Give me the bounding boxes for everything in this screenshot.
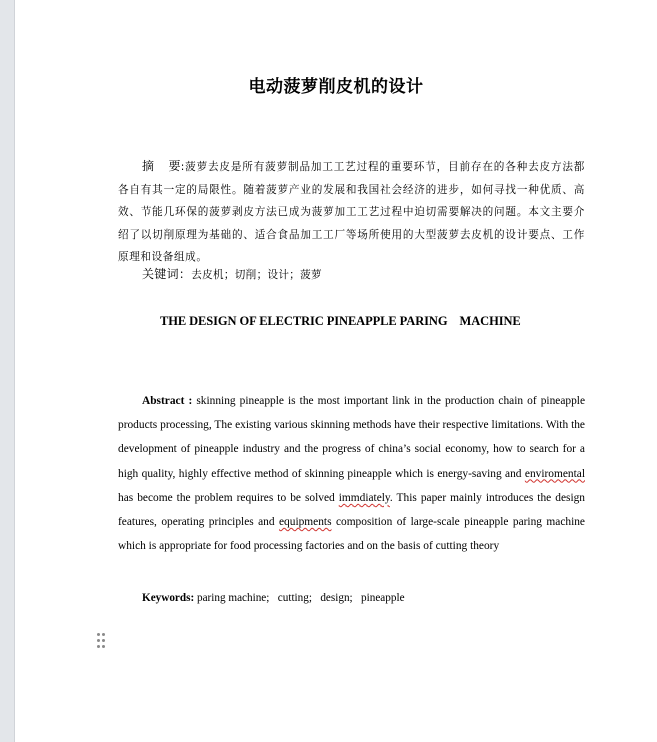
spellcheck-flagged-word[interactable]: enviromental (524, 467, 585, 480)
chinese-abstract-label (142, 159, 181, 173)
english-abstract-text-2: has become the problem requires to be solved (118, 491, 339, 504)
document-title-english: THE DESIGN OF ELECTRIC PINEAPPLE PARING MACHINE (160, 314, 521, 328)
english-abstract-text-3: . This paper mainly introduces the design features, operating principles and (118, 491, 585, 529)
spellcheck-flagged-word[interactable]: immdiately (338, 491, 390, 504)
english-keywords (142, 592, 405, 604)
chinese-keywords-label: 关键词： (142, 267, 192, 281)
chinese-keywords (142, 264, 322, 285)
document-title-chinese: 电动菠萝削皮机的设计 (248, 77, 424, 97)
abstract-separator: : (180, 161, 185, 173)
english-abstract-label: Abstract : (142, 395, 193, 407)
left-gutter (0, 0, 15, 742)
english-keywords-text: paring machine; cutting; design; pineapple (194, 592, 405, 604)
spellcheck-flagged-word[interactable]: equipments (279, 516, 332, 529)
english-abstract (118, 389, 585, 558)
abstract-label-char-1: 摘 (142, 159, 155, 173)
english-abstract-text-1: skinning pineapple is the most important link in the production chain of pineapple products processing, The existing various skinning methods have their respective limitations. With the development of pineapple industry and the progress of china’s social economy, how to search for a high quality, highly effective method of skinning pineapple which is energy-saving and (118, 395, 585, 480)
chinese-abstract (118, 155, 585, 269)
document-page[interactable] (15, 0, 657, 742)
abstract-label-char-2: 要 (168, 159, 181, 173)
chinese-keywords-text: 去皮机；切削；设计；菠萝 (191, 269, 322, 281)
drag-handle-icon[interactable] (97, 633, 107, 649)
chinese-abstract-text: 菠萝去皮是所有菠萝制品加工工艺过程的重要环节，目前存在的各种去皮方法都各自有其一定的局限性。随着菠萝产业的发展和我国社会经济的进步，如何寻找一种优质、高效、节能几环保的菠萝剥皮方法已成为菠萝加工工艺过程中迫切需要解决的问题。本文主要介绍了以切削原理为基础的、适合食品加工工厂等场所使用的大型菠萝去皮机的设计要点、工作原理和设备组成。 (118, 161, 585, 264)
english-abstract-text-4: composition of large-scale pineapple paring machine which is appropriate for food processing factories and on the basis of cutting theory (118, 516, 585, 553)
english-keywords-label: Keywords: (142, 592, 195, 604)
